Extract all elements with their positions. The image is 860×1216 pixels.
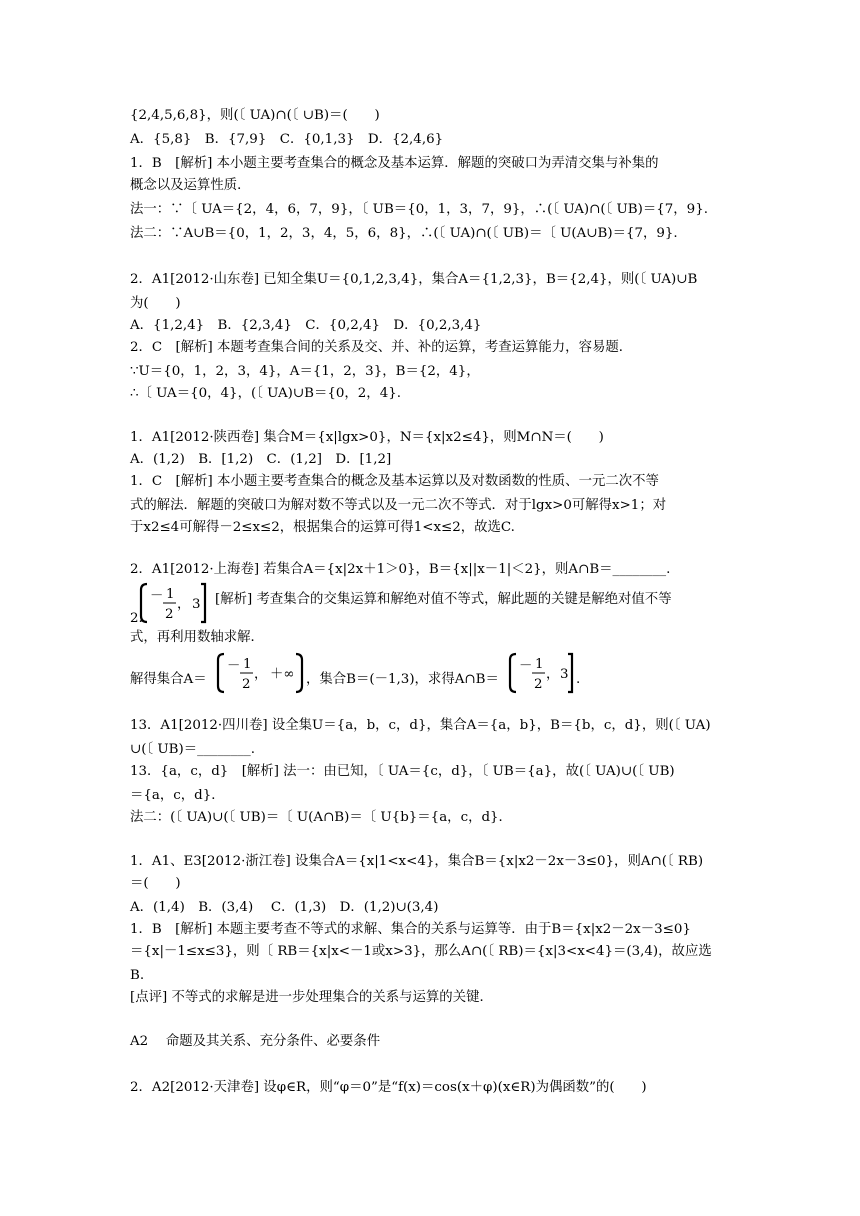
- text-line: ∵U＝{0，1，2，3，4}，A＝{1，2，3}，B＝{2，4}，: [130, 364, 480, 379]
- text-line: 13．{a，c，d} [解析] 法一：由已知，〔 UA＝{c，d}，〔 UB＝{a}，故(〔 UA)∪(〔 UB): [130, 764, 675, 779]
- interval-right: 3: [560, 667, 569, 682]
- text-line: ＝{x|－1≤x≤3}，则〔 RB＝{x|x<－1或x>3}，那么A∩(〔 RB)＝{x|3<x<4}＝(3,4)，故应选: [130, 944, 712, 959]
- solve-line: [130, 650, 690, 696]
- text-line: 1．B [解析] 本题主要考查不等式的求解、集合的关系与运算等．由于B＝{x|x2－2x－3≤0}: [130, 922, 691, 937]
- minus-sign: －: [519, 659, 533, 674]
- text-line: 为( ): [130, 296, 181, 311]
- left-paren: [218, 654, 224, 692]
- answer-number: 2.: [130, 611, 143, 626]
- text-line: 1．A1、E3[2012·浙江卷] 设集合A＝{x|1<x<4}，集合B＝{x|x2－2x－3≤0}，则A∩(〔 RB): [130, 854, 704, 869]
- interval-a-svg: [218, 650, 308, 696]
- interval-answer-line: [130, 580, 730, 626]
- text-line: [解析] 考查集合的交集运算和解绝对值不等式，解此题的关键是解绝对值不等: [215, 592, 672, 607]
- text-line: {2,4,5,6,8}，则(〔 UA)∩(〔 ∪B)＝( ): [130, 108, 380, 123]
- fraction-numerator: 1: [166, 587, 175, 602]
- fraction-denominator: 2: [242, 677, 251, 692]
- minus-sign: －: [227, 659, 241, 674]
- text-line: A．(1,4) B．(3,4) C．(1,3) D．(1,2)∪(3,4): [130, 900, 439, 915]
- solve-suffix: .: [576, 672, 581, 687]
- text-line: 13．A1[2012·四川卷] 设全集U＝{a，b，c，d}，集合A＝{a，b}，B＝{b，c，d}，则(〔 UA): [130, 718, 711, 733]
- text-line: A．{5,8} B．{7,9} C．{0,1,3} D．{2,4,6}: [130, 132, 444, 147]
- text-line: 2．A1[2012·山东卷] 已知全集U＝{0,1,2,3,4}，集合A＝{1,2,3}，B＝{2,4}，则(〔 UA)∪B: [130, 272, 698, 287]
- text-line: 2．A2[2012·天津卷] 设φ∈R，则“φ＝0”是“f(x)＝cos(x＋φ)(x∈R)为偶函数”的( ): [130, 1080, 647, 1095]
- fraction-numerator: 1: [243, 657, 252, 672]
- text-line: ∪(〔 UB)＝________.: [130, 742, 255, 757]
- text-line: B.: [130, 968, 145, 983]
- interval-right: 3: [192, 597, 201, 612]
- fraction-numerator: 1: [535, 657, 544, 672]
- interval-right: ＋∞: [270, 667, 295, 682]
- text-line: 法二：(〔 UA)∪(〔 UB)＝〔 U(A∩B)＝〔 U{b}＝{a，c，d}．: [130, 810, 512, 825]
- text-line: [点评] 不等式的求解是进一步处理集合的关系与运算的关键．: [130, 990, 493, 1005]
- fraction-denominator: 2: [534, 677, 543, 692]
- text-line: 概念以及运算性质．: [130, 178, 251, 193]
- comma: ，: [254, 667, 268, 682]
- comma: ，: [177, 597, 191, 612]
- text-line: ＝{a，c，d}．: [130, 788, 225, 803]
- minus-sign: －: [150, 589, 164, 604]
- text-line: 于x2≤4可解得－2≤x≤2，根据集合的运算可得1<x≤2，故选C.: [130, 520, 515, 535]
- left-paren: [510, 654, 516, 692]
- text-line: 2．A1[2012·上海卷] 若集合A＝{x|2x＋1＞0}，B＝{x||x－1|＜2}，则A∩B＝________.: [130, 562, 671, 577]
- comma: ，: [546, 667, 560, 682]
- left-paren: [141, 584, 147, 622]
- right-bracket: [201, 584, 205, 622]
- solve-middle: ，集合B＝(－1,3)，求得A∩B＝: [306, 672, 499, 687]
- text-line: 1．C [解析] 本小题主要考查集合的概念及基本运算以及对数函数的性质、一元二次不等: [130, 474, 659, 489]
- interval-b-svg: [510, 650, 580, 696]
- text-line: 法一：∵〔 UA＝{2，4，6，7，9}，〔 UB＝{0，1，3，7，9}，∴(〔 UA)∩(〔 UB)＝{7，9}.: [130, 202, 708, 217]
- solve-prefix: 解得集合A＝: [130, 672, 207, 687]
- right-paren: [296, 654, 302, 692]
- right-bracket: [568, 654, 572, 692]
- fraction-denominator: 2: [165, 607, 174, 622]
- text-line: 法二：∵A∪B＝{0，1，2，3，4，5，6，8}，∴(〔 UA)∩(〔 UB)＝〔 U(A∪B)＝{7，9}.: [130, 226, 678, 241]
- text-line: 式的解法．解题的突破口为解对数不等式以及一元二次不等式．对于lgx>0可解得x>1；对: [130, 498, 667, 513]
- text-line: ＝( ): [130, 876, 181, 891]
- text-line: 式，再利用数轴求解．: [130, 630, 264, 645]
- section-heading: A2 命题及其关系、充分条件、必要条件: [130, 1034, 381, 1049]
- text-line: 2．C [解析] 本题考查集合间的关系及交、并、补的运算，考查运算能力，容易题．: [130, 340, 633, 355]
- text-line: ∴〔 UA＝{0，4}，(〔 UA)∪B＝{0，2，4}.: [130, 386, 401, 401]
- text-line: 1．A1[2012·陕西卷] 集合M＝{x|lgx>0}，N＝{x|x2≤4}，则M∩N＝( ): [130, 430, 604, 445]
- text-line: A．(1,2) B．[1,2) C．(1,2] D．[1,2]: [130, 452, 392, 467]
- text-line: 1．B [解析] 本小题主要考查集合的概念及基本运算．解题的突破口为弄清交集与补集的: [130, 156, 659, 171]
- text-line: A．{1,2,4} B．{2,3,4} C．{0,2,4} D．{0,2,3,4}: [130, 318, 482, 333]
